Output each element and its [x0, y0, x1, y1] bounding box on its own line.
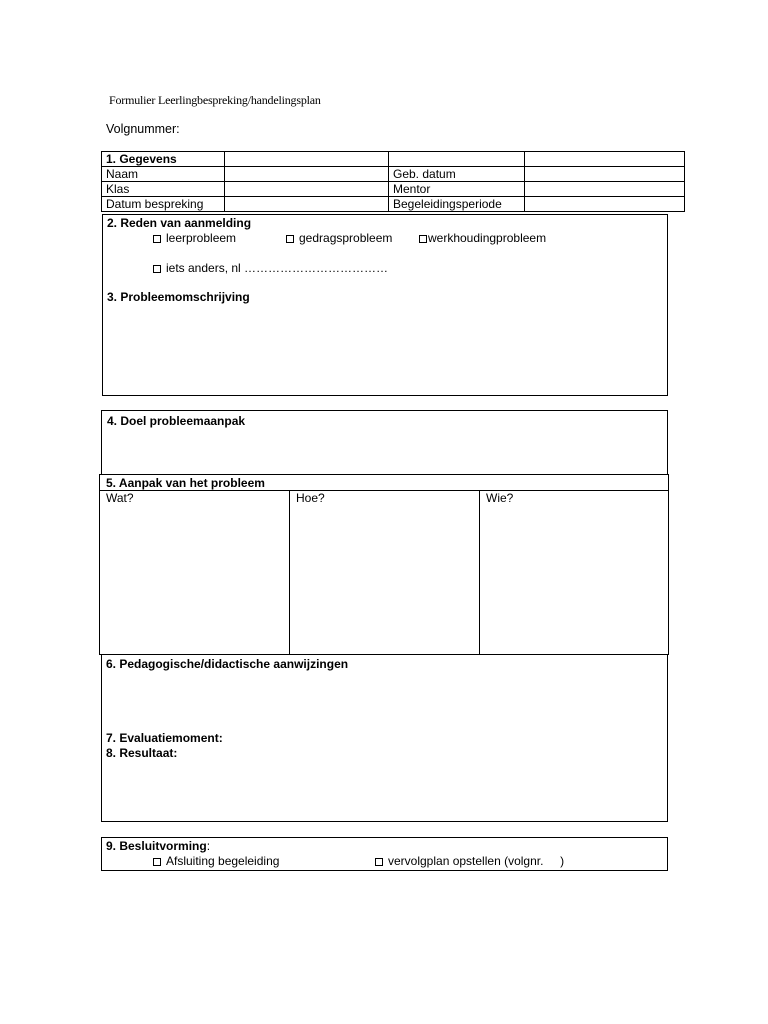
mentor-label: Mentor — [389, 182, 525, 197]
gegevens-cell[interactable] — [525, 152, 685, 167]
option-gedragsprobleem[interactable]: gedragsprobleem — [286, 231, 392, 245]
wat-field[interactable] — [101, 507, 287, 652]
table-row — [102, 152, 685, 167]
option-werkhoudingprobleem[interactable]: werkhoudingprobleem — [419, 231, 546, 245]
klas-field[interactable] — [225, 182, 389, 197]
volgnummer-label: Volgnummer: — [106, 122, 180, 136]
option-vervolgplan[interactable]: vervolgplan opstellen (volgnr. ) — [375, 854, 564, 868]
aanpak-heading: 5. Aanpak van het probleem — [106, 476, 265, 490]
begeleidingsperiode-label: Begeleidingsperiode — [389, 197, 525, 212]
probleemomschrijving-heading: 3. Probleemomschrijving — [107, 290, 250, 304]
aanwijzingen-field[interactable] — [106, 674, 661, 726]
checkbox-icon[interactable] — [286, 235, 294, 243]
doel-heading: 4. Doel probleemaanpak — [107, 414, 246, 428]
geb-datum-label: Geb. datum — [389, 167, 525, 182]
checkbox-icon[interactable] — [153, 265, 161, 273]
option-iets-anders[interactable]: iets anders, nl ……………………………… — [153, 261, 388, 275]
column-hoe: Hoe? — [296, 491, 325, 505]
datum-bespreking-label: Datum bespreking — [102, 197, 225, 212]
form-title: Formulier Leerlingbespreking/handelingsplan — [109, 93, 321, 107]
doel-field[interactable] — [107, 430, 662, 470]
hoe-field[interactable] — [291, 507, 477, 652]
gegevens-heading: 1. Gegevens — [102, 152, 225, 167]
option-leerprobleem[interactable]: leerprobleem — [153, 231, 236, 245]
table-row — [102, 182, 685, 197]
begeleidingsperiode-field[interactable] — [525, 197, 685, 212]
wie-field[interactable] — [481, 507, 667, 652]
evaluatiemoment-heading: 7. Evaluatiemoment: — [106, 731, 223, 745]
table-row — [102, 197, 685, 212]
klas-label: Klas — [102, 182, 225, 197]
checkbox-icon[interactable] — [419, 235, 427, 243]
column-wat: Wat? — [106, 491, 134, 505]
column-divider — [289, 490, 290, 655]
table-row — [102, 167, 685, 182]
checkbox-icon[interactable] — [375, 858, 383, 866]
aanpak-divider — [99, 490, 669, 491]
mentor-field[interactable] — [525, 182, 685, 197]
column-divider — [479, 490, 480, 655]
gegevens-cell[interactable] — [225, 152, 389, 167]
checkbox-icon[interactable] — [153, 235, 161, 243]
besluitvorming-heading: 9. Besluitvorming: — [106, 839, 211, 853]
column-wie: Wie? — [486, 491, 514, 505]
reden-heading: 2. Reden van aanmelding — [107, 216, 252, 230]
resultaat-heading: 8. Resultaat: — [106, 746, 178, 760]
datum-bespreking-field[interactable] — [225, 197, 389, 212]
gegevens-cell[interactable] — [389, 152, 525, 167]
geb-datum-field[interactable] — [525, 167, 685, 182]
checkbox-icon[interactable] — [153, 858, 161, 866]
probleemomschrijving-field[interactable] — [107, 308, 662, 390]
resultaat-field[interactable] — [106, 763, 661, 818]
naam-field[interactable] — [225, 167, 389, 182]
naam-label: Naam — [102, 167, 225, 182]
aanwijzingen-heading: 6. Pedagogische/didactische aanwijzingen — [106, 657, 349, 671]
gegevens-table — [101, 151, 685, 212]
option-afsluiting-begeleiding[interactable]: Afsluiting begeleiding — [153, 854, 279, 868]
